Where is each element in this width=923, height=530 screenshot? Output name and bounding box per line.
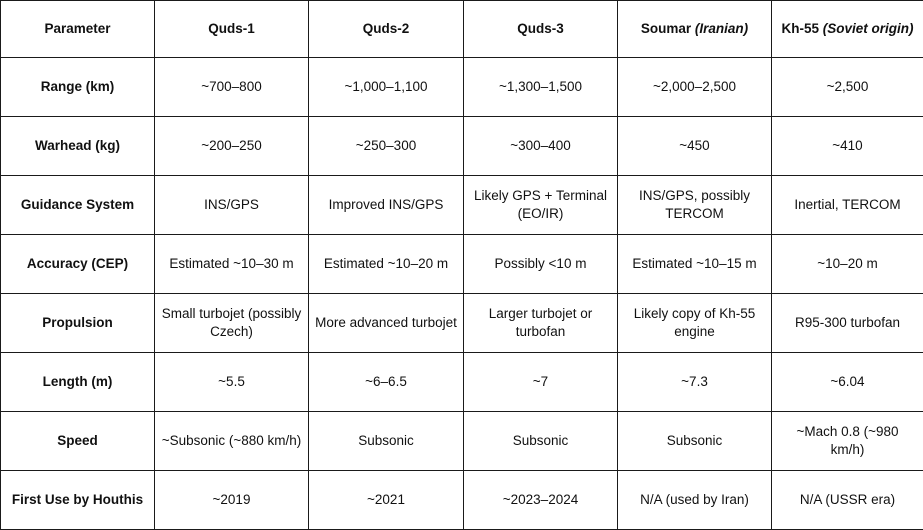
table-cell: Likely GPS + Terminal (EO/IR) — [464, 176, 618, 235]
row-label-length: Length (m) — [1, 353, 155, 412]
table-cell: ~250–300 — [309, 117, 464, 176]
table-cell: Larger turbojet or turbofan — [464, 294, 618, 353]
header-soumar-name: Soumar — [640, 20, 692, 36]
table-cell: Estimated ~10–30 m — [155, 235, 309, 294]
table-cell: INS/GPS — [155, 176, 309, 235]
table-cell: ~2019 — [155, 471, 309, 530]
table-cell: ~2021 — [309, 471, 464, 530]
table-cell: ~5.5 — [155, 353, 309, 412]
table-cell: ~7 — [464, 353, 618, 412]
table-cell: ~10–20 m — [772, 235, 923, 294]
table-cell: Inertial, TERCOM — [772, 176, 923, 235]
row-label-propulsion: Propulsion — [1, 294, 155, 353]
table-cell: ~Mach 0.8 (~980 km/h) — [772, 412, 923, 471]
table-row — [1, 353, 923, 412]
table-cell: Estimated ~10–15 m — [618, 235, 772, 294]
table-header — [1, 1, 923, 58]
table-cell: ~7.3 — [618, 353, 772, 412]
table-cell: Likely copy of Kh-55 engine — [618, 294, 772, 353]
header-kh-55 — [772, 1, 923, 58]
table-row — [1, 117, 923, 176]
table-cell: Improved INS/GPS — [309, 176, 464, 235]
table-cell: ~1,300–1,500 — [464, 58, 618, 117]
header-quds-2: Quds-2 — [309, 1, 464, 58]
table-cell: Subsonic — [618, 412, 772, 471]
table-cell: ~6–6.5 — [309, 353, 464, 412]
table-cell: ~410 — [772, 117, 923, 176]
row-label-accuracy: Accuracy (CEP) — [1, 235, 155, 294]
table-row — [1, 294, 923, 353]
table-cell: ~1,000–1,100 — [309, 58, 464, 117]
table-cell: INS/GPS, possibly TERCOM — [618, 176, 772, 235]
header-row — [1, 1, 923, 58]
header-parameter: Parameter — [1, 1, 155, 58]
header-quds-3: Quds-3 — [464, 1, 618, 58]
table-row — [1, 235, 923, 294]
header-soumar-origin: (Iranian) — [694, 20, 749, 36]
table-cell: ~6.04 — [772, 353, 923, 412]
header-kh-55-origin: (Soviet origin) — [822, 20, 914, 36]
row-label-speed: Speed — [1, 412, 155, 471]
table-cell: Small turbojet (possibly Czech) — [155, 294, 309, 353]
row-label-warhead: Warhead (kg) — [1, 117, 155, 176]
table-cell: ~2,500 — [772, 58, 923, 117]
table-row — [1, 412, 923, 471]
table-cell: N/A (used by Iran) — [618, 471, 772, 530]
table-cell: ~2023–2024 — [464, 471, 618, 530]
table-cell: Subsonic — [464, 412, 618, 471]
table-cell: R95-300 turbofan — [772, 294, 923, 353]
table-cell: Estimated ~10–20 m — [309, 235, 464, 294]
table-cell: More advanced turbojet — [309, 294, 464, 353]
row-label-guidance: Guidance System — [1, 176, 155, 235]
table-row — [1, 58, 923, 117]
row-label-first-use: First Use by Houthis — [1, 471, 155, 530]
table-row — [1, 471, 923, 530]
table-cell: ~450 — [618, 117, 772, 176]
header-soumar — [618, 1, 772, 58]
header-quds-1: Quds-1 — [155, 1, 309, 58]
table-cell: ~Subsonic (~880 km/h) — [155, 412, 309, 471]
table-cell: ~300–400 — [464, 117, 618, 176]
header-kh-55-name: Kh-55 — [781, 20, 819, 36]
table-cell: ~200–250 — [155, 117, 309, 176]
table-body — [1, 58, 923, 530]
row-label-range: Range (km) — [1, 58, 155, 117]
table-cell: N/A (USSR era) — [772, 471, 923, 530]
table-cell: Subsonic — [309, 412, 464, 471]
table-cell: ~700–800 — [155, 58, 309, 117]
table-row — [1, 176, 923, 235]
table-cell: ~2,000–2,500 — [618, 58, 772, 117]
table-cell: Possibly <10 m — [464, 235, 618, 294]
